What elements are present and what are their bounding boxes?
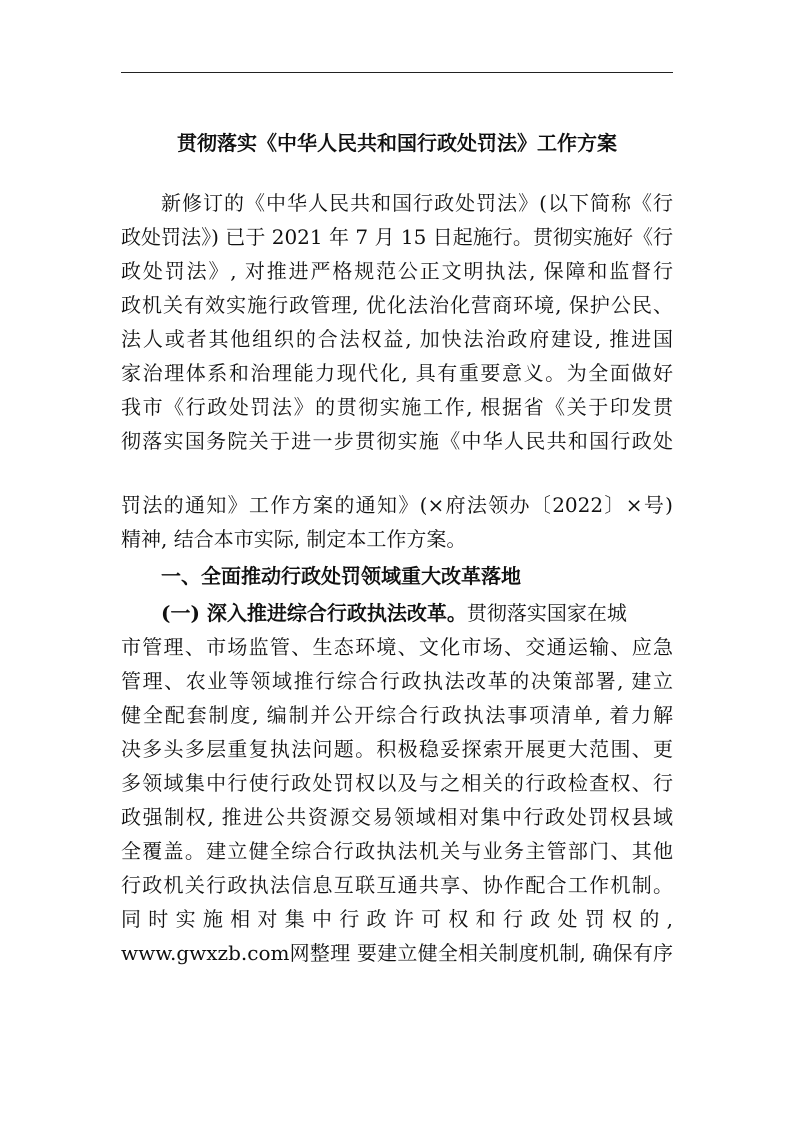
section-heading: 一、全面推动行政处罚领域重大改革落地: [161, 564, 521, 588]
text-line: 行政机关行政执法信息互联互通共享、协作配合工作机制。: [121, 873, 673, 897]
text-line: 市管理、市场监管、生态环境、文化市场、交通运输、应急: [121, 635, 673, 659]
text-line: 政处罚法》, 对推进严格规范公正文明执法, 保障和监督行: [121, 259, 673, 283]
text-line: 管理、农业等领域推行综合行政执法改革的决策部署, 建立: [121, 669, 673, 693]
text-line-rest: 贯彻落实国家在城: [466, 601, 627, 625]
text-line: 罚法的通知》工作方案的通知》(×府法领办〔2022〕×号): [121, 493, 673, 517]
text-line: 家治理体系和治理能力现代化, 具有重要意义。为全面做好: [121, 361, 673, 385]
text-line: [161, 596, 673, 630]
text-line: 我市《行政处罚法》的贯彻实施工作, 根据省《关于印发贯: [121, 395, 673, 419]
document-title: 贯彻落实《中华人民共和国行政处罚法》工作方案: [177, 131, 617, 155]
text-line: 精神, 结合本市实际, 制定本工作方案。: [121, 527, 467, 551]
text-line: 新修订的《中华人民共和国行政处罚法》(以下简称《行: [161, 191, 673, 215]
text-line: 政处罚法》) 已于 2021 年 7 月 15 日起施行。贯彻实施好《行: [121, 225, 673, 249]
text-line: 健全配套制度, 编制并公开综合行政执法事项清单, 着力解: [121, 703, 673, 727]
text-line: 政强制权, 推进公共资源交易领域相对集中行政处罚权县域: [121, 805, 673, 829]
text-line: 多领域集中行使行政处罚权以及与之相关的行政检查权、行: [121, 771, 673, 795]
subsection-heading: (一) 深入推进综合行政执法改革。: [161, 601, 467, 625]
text-line: 政机关有效实施行政管理, 优化法治化营商环境, 保护公民、: [121, 293, 673, 317]
header-rule: [121, 72, 673, 73]
text-line: 法人或者其他组织的合法权益, 加快法治政府建设, 推进国: [121, 327, 673, 351]
text-line: 决多头多层重复执法问题。积极稳妥探索开展更大范围、更: [121, 737, 673, 761]
text-line: www.gwxzb.com网整理 要建立健全相关制度机制, 确保有序: [121, 941, 673, 965]
text-line: 全覆盖。建立健全综合行政执法机关与业务主管部门、其他: [121, 839, 673, 863]
text-line: 同时实施相对集中行政许可权和行政处罚权的,: [121, 907, 673, 931]
text-line: 彻落实国务院关于进一步贯彻实施《中华人民共和国行政处: [121, 429, 673, 453]
